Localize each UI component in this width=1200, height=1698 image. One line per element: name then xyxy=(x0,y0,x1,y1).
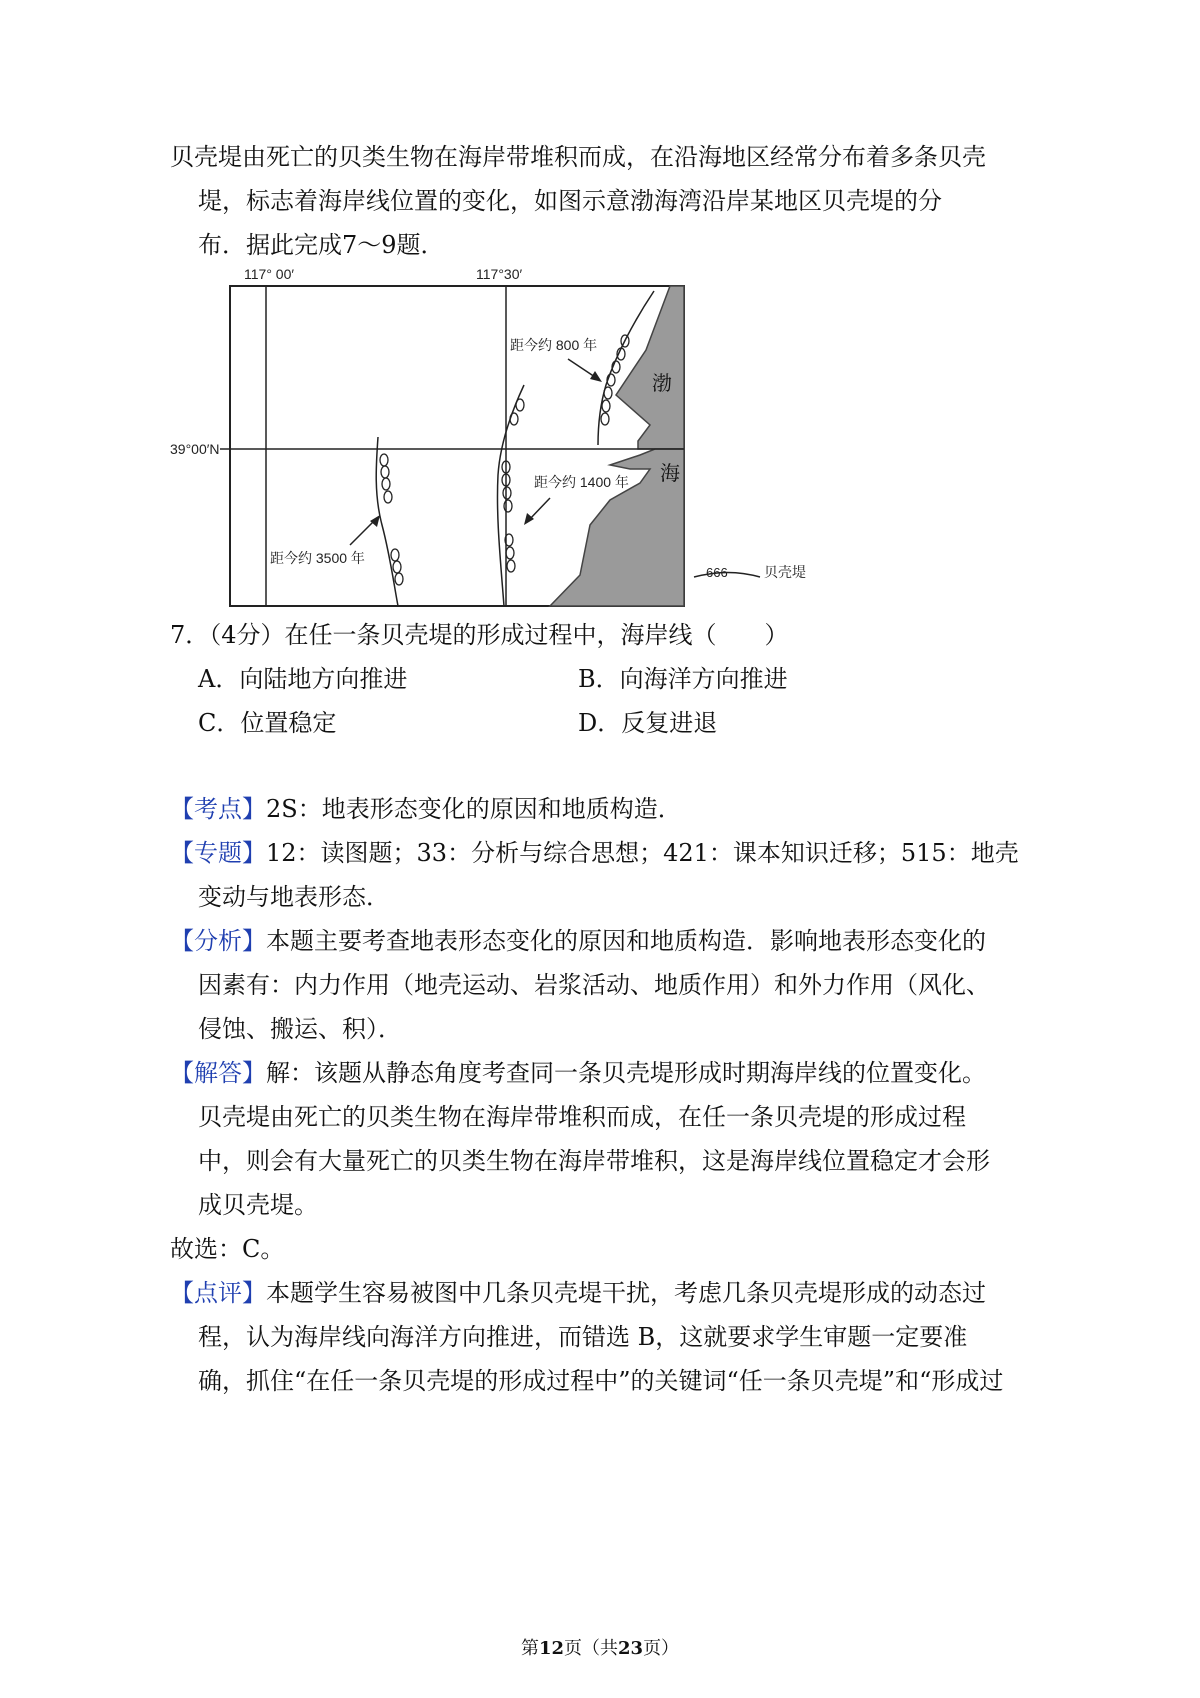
shell-ridge-map xyxy=(170,255,830,615)
intro-line-2: 堤，标志着海岸线位置的变化，如图示意渤海湾沿岸某地区贝壳堤的分 xyxy=(198,187,942,215)
option-a: A．向陆地方向推进 xyxy=(198,665,408,693)
sea-label-hai: 海 xyxy=(660,463,680,485)
zhuanti-text-2: 变动与地表形态． xyxy=(198,883,390,911)
fenxi-text-3: 侵蚀、搬运、积）． xyxy=(198,1015,402,1043)
lat-label: 39°00′N xyxy=(170,441,220,457)
fenxi-tag: 【分析】 xyxy=(170,927,266,955)
arrowhead-3500 xyxy=(370,515,380,527)
footer-mid: 页（共 xyxy=(564,1638,618,1659)
page-footer xyxy=(0,1634,1200,1660)
footer-suffix: 页） xyxy=(643,1638,680,1659)
dianping-text-2: 程，认为海岸线向海洋方向推进，而错选 B，这就要求学生审题一定要准 xyxy=(198,1323,968,1351)
option-c: C．位置稳定 xyxy=(198,709,337,737)
zhuanti-line xyxy=(170,836,1019,870)
kaodian-tag: 【考点】 xyxy=(170,795,266,823)
legend-label: 贝壳堤 xyxy=(764,564,806,580)
footer-prefix: 第 xyxy=(520,1638,539,1659)
fenxi-line xyxy=(170,924,986,958)
jieda-text-2: 贝壳堤由死亡的贝类生物在海岸带堆积而成，在任一条贝壳堤的形成过程 xyxy=(198,1103,966,1131)
dianping-text-1: 本题学生容易被图中几条贝壳堤干扰，考虑几条贝壳堤形成的动态过 xyxy=(266,1279,986,1307)
label-3500-years: 距今约 3500 年 xyxy=(270,550,365,566)
kaodian-line xyxy=(170,792,682,826)
fenxi-text-2: 因素有：内力作用（地壳运动、岩浆活动、地质作用）和外力作用（风化、 xyxy=(198,971,990,999)
sea-label-bo: 渤 xyxy=(652,373,672,395)
sea-area xyxy=(616,286,684,449)
arrowhead-800 xyxy=(590,371,602,382)
shell-marks-800 xyxy=(601,335,629,425)
dianping-text-3: 确，抓住“在任一条贝壳堤的形成过程中”的关键词“任一条贝壳堤”和“形成过 xyxy=(198,1367,1004,1395)
jieda-text-1: 解：该题从静态角度考查同一条贝壳堤形成时期海岸线的位置变化。 xyxy=(266,1059,986,1087)
jieda-tag: 【解答】 xyxy=(170,1059,266,1087)
kaodian-text: 2S：地表形态变化的原因和地质构造． xyxy=(266,795,682,823)
jieda-text-3: 中，则会有大量死亡的贝类生物在海岸带堆积，这是海岸线位置稳定才会形 xyxy=(198,1147,990,1175)
dianping-tag: 【点评】 xyxy=(170,1279,266,1307)
label-1400-years: 距今约 1400 年 xyxy=(534,474,629,490)
intro-line-3: 布．据此完成7～9题． xyxy=(198,231,445,259)
lon-label-left: 117° 00′ xyxy=(244,266,295,282)
option-b: B．向海洋方向推进 xyxy=(578,665,788,693)
zhuanti-text-1: 12：读图题；33：分析与综合思想；421：课本知识迁移；515：地壳 xyxy=(266,839,1019,867)
footer-total-pages: 23 xyxy=(618,1638,644,1659)
intro-line-1: 贝壳堤由死亡的贝类生物在海岸带堆积而成，在沿海地区经常分布着多条贝壳 xyxy=(170,143,986,171)
arrowhead-1400 xyxy=(524,513,534,525)
option-d: D．反复进退 xyxy=(578,709,718,737)
jieda-line xyxy=(170,1056,986,1090)
question-stem: 7．（4分）在任一条贝壳堤的形成过程中，海岸线（ ） xyxy=(170,621,789,649)
zhuanti-tag: 【专题】 xyxy=(170,839,266,867)
final-answer: 故选：C。 xyxy=(170,1235,285,1263)
jieda-text-4: 成贝壳堤。 xyxy=(198,1191,318,1219)
label-800-years: 距今约 800 年 xyxy=(510,337,598,353)
footer-page-number: 12 xyxy=(538,1638,564,1659)
lon-label-right: 117°30′ xyxy=(476,266,523,282)
legend-symbol: 666 xyxy=(706,565,728,580)
dianping-line xyxy=(170,1276,986,1310)
arrow-3500 xyxy=(350,519,376,545)
fenxi-text-1: 本题主要考查地表形态变化的原因和地质构造．影响地表形态变化的 xyxy=(266,927,986,955)
